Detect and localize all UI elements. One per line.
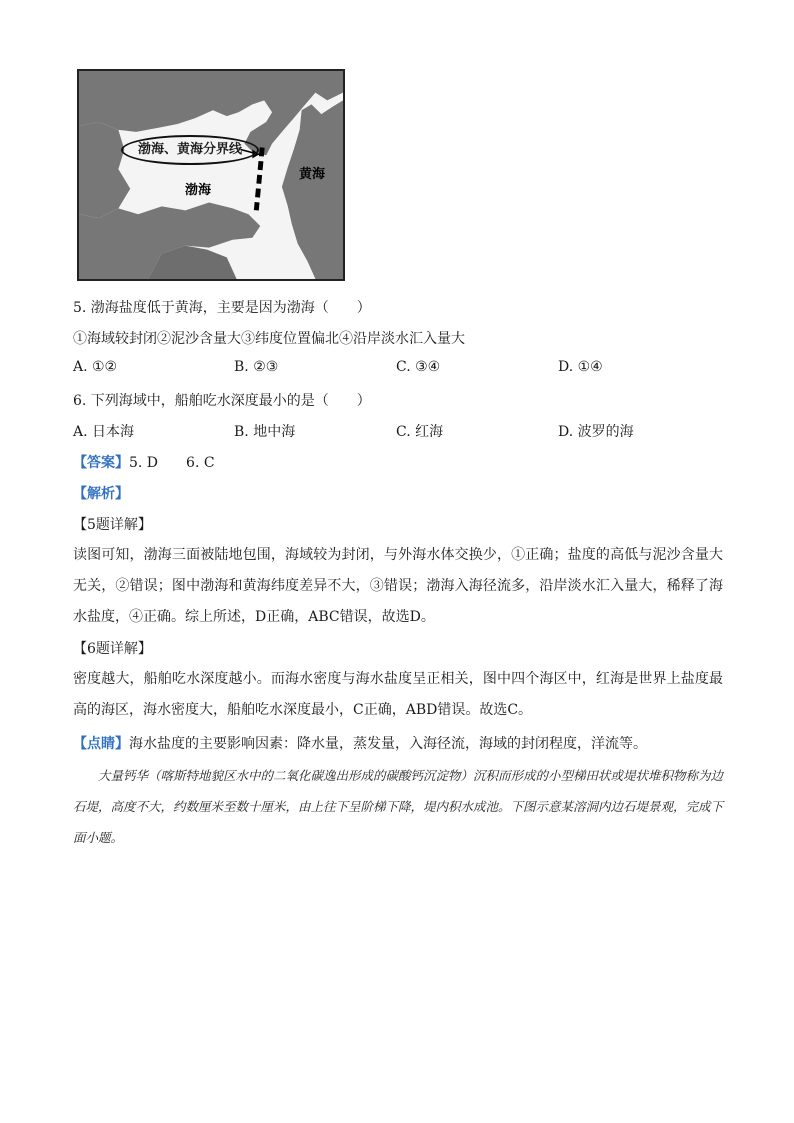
boundary-callout: 渤海、黄海分界线	[121, 135, 259, 165]
q5-option-c: C. ③④	[396, 359, 441, 375]
q6-option-b: B. 地中海	[234, 424, 296, 440]
q6-option-c: C. 红海	[396, 424, 444, 440]
q5-option-b: B. ②③	[234, 359, 279, 375]
detail6-text: 密度越大，船舶吃水深度越小。而海水密度与海水盐度呈正相关，图中四个海区中，红海是世界上盐度最高的海区，海水密度大，船舶吃水深度最小，C正确，ABD错误。故选C。	[73, 671, 723, 718]
huanghai-label: 黄海	[299, 167, 326, 182]
detail6-tag: 【6题详解】	[73, 641, 152, 657]
q6-option-d: D. 波罗的海	[558, 424, 634, 440]
bohai-label: 渤海	[185, 183, 212, 198]
intro-paragraph: 大量钙华（喀斯特地貌区水中的二氧化碳逸出形成的碳酸钙沉淀物）沉积而形成的小型梯田状或堤状堆积物称为边石堤，高度不大，约数厘米至数十厘米，由上往下呈阶梯下降，堤内积水成池。下图示意某溶洞内边石堤景观，完成下面小题。	[73, 768, 724, 845]
analysis-tag: 【解析】	[73, 486, 129, 502]
q5-option-a: A. ①②	[73, 359, 118, 375]
detail5-tag: 【5题详解】	[73, 517, 152, 533]
tip-line	[73, 733, 647, 753]
tip-tag: 【点睛】	[73, 736, 129, 752]
answer-line	[73, 452, 215, 472]
q6-option-a: A. 日本海	[73, 424, 135, 440]
bohai-yellow-sea-map	[77, 69, 345, 281]
answer-tag: 【答案】	[73, 455, 129, 471]
detail5-text: 读图可知，渤海三面被陆地包围，海域较为封闭，与外海水体交换少，①正确；盐度的高低与泥沙含量大无关，②错误；图中渤海和黄海纬度差异不大，③错误；渤海入海径流多，沿岸淡水汇入量大，稀释了海水盐度，④正确。综上所述，D正确，ABC错误，故选D。	[73, 547, 723, 625]
q5-stem: 5. 渤海盐度低于黄海，主要是因为渤海（ ）	[73, 300, 371, 316]
q5-option-d: D. ①④	[558, 359, 603, 375]
tip-text: 海水盐度的主要影响因素：降水量，蒸发量，入海径流，海域的封闭程度，洋流等。	[129, 736, 647, 752]
answer-text: 5. D 6. C	[129, 455, 215, 471]
q5-statements: ①海域较封闭②泥沙含量大③纬度位置偏北④沿岸淡水汇入量大	[73, 331, 465, 347]
q6-stem: 6. 下列海域中，船舶吃水深度最小的是（ ）	[73, 393, 371, 409]
